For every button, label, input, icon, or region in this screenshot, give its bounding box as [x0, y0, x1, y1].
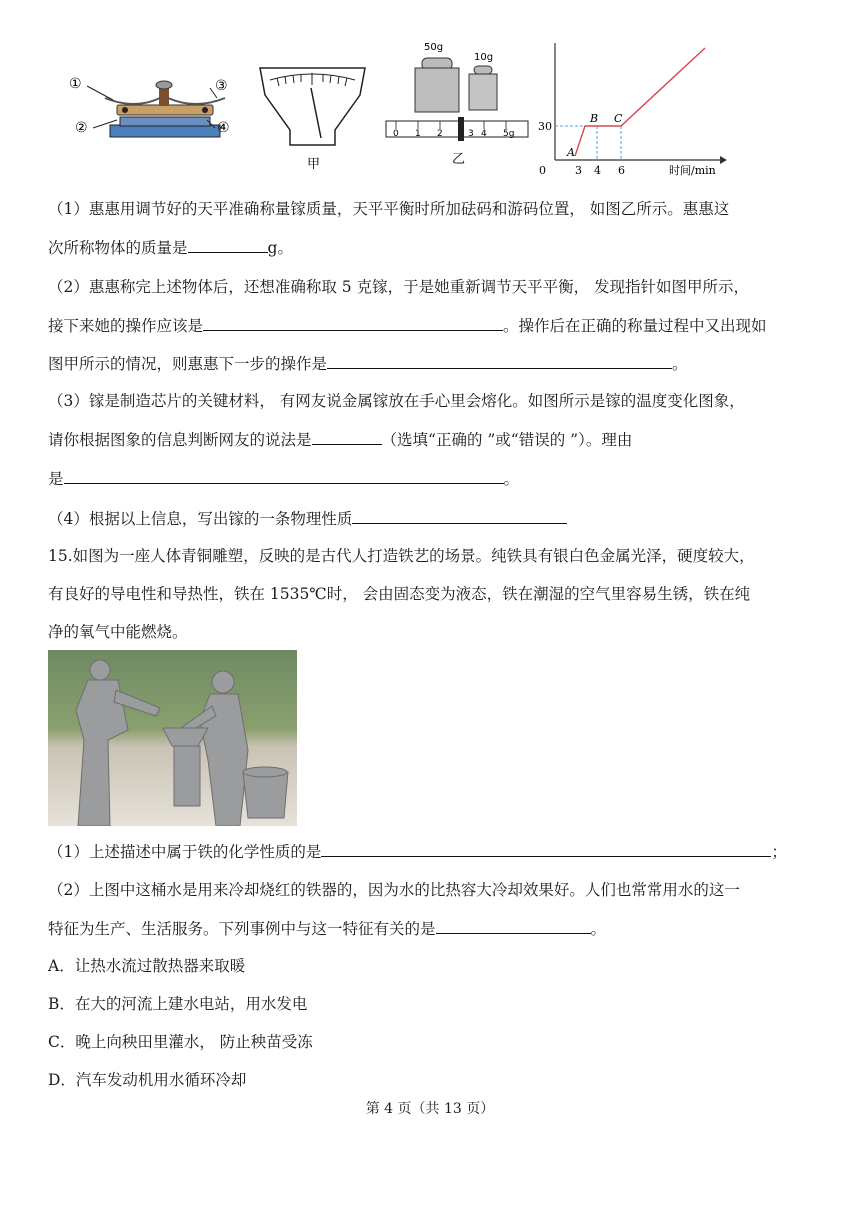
q15-p1-text: （1）上述描述中属于铁的化学性质的是	[48, 843, 322, 861]
q15-p2-text: 特征为生产、生活服务。下列事例中与这一特征有关的是	[48, 920, 436, 938]
q14-p2-text-b: 。操作后在正确的称量过程中又出现如	[503, 317, 767, 335]
q14-p3-line1: （3）镓是制造芯片的关键材料， 有网友说金属镓放在手心里会熔化。如图所示是镓的温度变化图象，	[48, 392, 745, 410]
figures-row	[0, 0, 860, 190]
graph-x-axis-label: 时间/min	[669, 164, 716, 177]
pointer-scale-figure	[255, 60, 375, 175]
q14-p1-answer-blank[interactable]	[188, 236, 268, 253]
balance-label-2: ②	[75, 120, 88, 136]
q14-p2-answer-blank-1[interactable]	[203, 314, 503, 331]
q14-p3-line2	[48, 428, 632, 451]
graph-point-C: C	[614, 112, 623, 125]
q14-p2-text-c: 图甲所示的情况，则惠惠下一步的操作是	[48, 355, 328, 373]
q15-stem-line3: 净的氧气中能燃烧。	[48, 623, 188, 641]
q15-p2-answer-blank[interactable]	[436, 917, 591, 934]
q14-p3-text-d: 。	[503, 470, 520, 488]
q14-p2-line2	[48, 314, 767, 337]
rider-tick-3: 3	[468, 129, 474, 139]
page-footer: 第 4 页（共 13 页）	[365, 1101, 495, 1117]
q14-p3-answer-blank-1[interactable]	[312, 428, 382, 445]
q14-p3-text-b: （选填“正确的 ”或“错误的 ”）。理由	[381, 431, 633, 449]
q15-stem-line1: 15.如图为一座人体青铜雕塑，反映的是古代人打造铁艺的场景。纯铁具有银白色金属光泽，硬度较大，	[48, 547, 755, 565]
rider-tick-4: 4	[481, 129, 487, 139]
rider-tick-5: 5g	[503, 129, 515, 139]
rider-tick-2: 2	[437, 129, 443, 139]
graph-x-tick-6: 6	[618, 164, 625, 177]
q14-p2-text-d: 。	[672, 355, 688, 373]
q14-p4-line1	[48, 507, 567, 530]
graph-x-tick-4: 4	[594, 164, 601, 177]
q14-p3-answer-blank-2[interactable]	[64, 467, 504, 484]
q14-p2-text-a: 接下来她的操作应该是	[48, 317, 204, 335]
q14-p3-text-a: 请你根据图象的信息判断网友的说法是	[48, 431, 312, 449]
q14-p1-line1: （1）惠惠用调节好的天平准确称量镓质量，天平平衡时所加砝码和游码位置， 如图乙所示。惠惠这	[48, 200, 730, 218]
q15-p2-line1: （2）上图中这桶水是用来冷却烧红的铁器的，因为水的比热容大冷却效果好。人们也常常用水的这一	[48, 881, 740, 899]
balance-label-4: ④	[217, 120, 230, 136]
q15-p1-line1	[48, 840, 787, 863]
graph-x-tick-3: 3	[575, 164, 582, 177]
q15-option-c: C．晚上向秧田里灌水， 防止秧苗受冻	[48, 1033, 313, 1051]
q14-p2-line3	[48, 352, 688, 375]
weights-figure	[382, 38, 532, 170]
weights-label-yi: 乙	[452, 152, 466, 167]
balance-figure	[65, 70, 250, 145]
weight-50-label: 50g	[424, 42, 444, 53]
q14-p2-answer-blank-2[interactable]	[327, 352, 672, 369]
rider-tick-0: 0	[393, 129, 399, 139]
q15-option-b: B．在大的河流上建水电站，用水发电	[48, 995, 308, 1013]
q14-p3-line3	[48, 467, 519, 490]
q14-p3-text-c: 是	[48, 470, 64, 488]
q15-option-d: D．汽车发动机用水循环冷却	[48, 1071, 247, 1089]
graph-point-B: B	[590, 112, 599, 125]
q15-p1-answer-blank[interactable]	[321, 840, 771, 857]
bronze-sculpture-photo	[48, 650, 297, 826]
rider-tick-1: 1	[415, 129, 421, 139]
q15-stem-line2: 有良好的导电性和导热性，铁在 1535℃时， 会由固态变为液态，铁在潮湿的空气里容易生锈，铁在纯	[48, 585, 751, 603]
q14-p2-line1: （2）惠惠称完上述物体后，还想准确称取 5 克镓，于是她重新调节天平平衡， 发现指针如图甲所示，	[48, 278, 750, 296]
q14-p1-line2	[48, 236, 293, 259]
graph-y-tick-30: 30	[538, 120, 552, 133]
q15-option-a: A．让热水流过散热器来取暖	[48, 957, 246, 975]
q14-p1-unit: g。	[267, 239, 293, 257]
graph-x-tick-0: 0	[539, 164, 546, 177]
q14-p1-text: 次所称物体的质量是	[48, 239, 188, 257]
scale-label-jia: 甲	[307, 157, 321, 172]
q14-p4-text: （4）根据以上信息，写出镓的一条物理性质	[48, 510, 353, 528]
temperature-graph	[535, 38, 735, 178]
graph-point-A: A	[567, 146, 575, 159]
q15-p1-end: ；	[771, 843, 787, 861]
q15-p2-line2	[48, 917, 606, 940]
q14-p4-answer-blank[interactable]	[352, 507, 567, 524]
weight-10-label: 10g	[474, 52, 494, 63]
q15-p2-end: 。	[590, 920, 607, 938]
balance-label-1: ①	[69, 76, 82, 92]
balance-label-3: ③	[215, 78, 228, 94]
